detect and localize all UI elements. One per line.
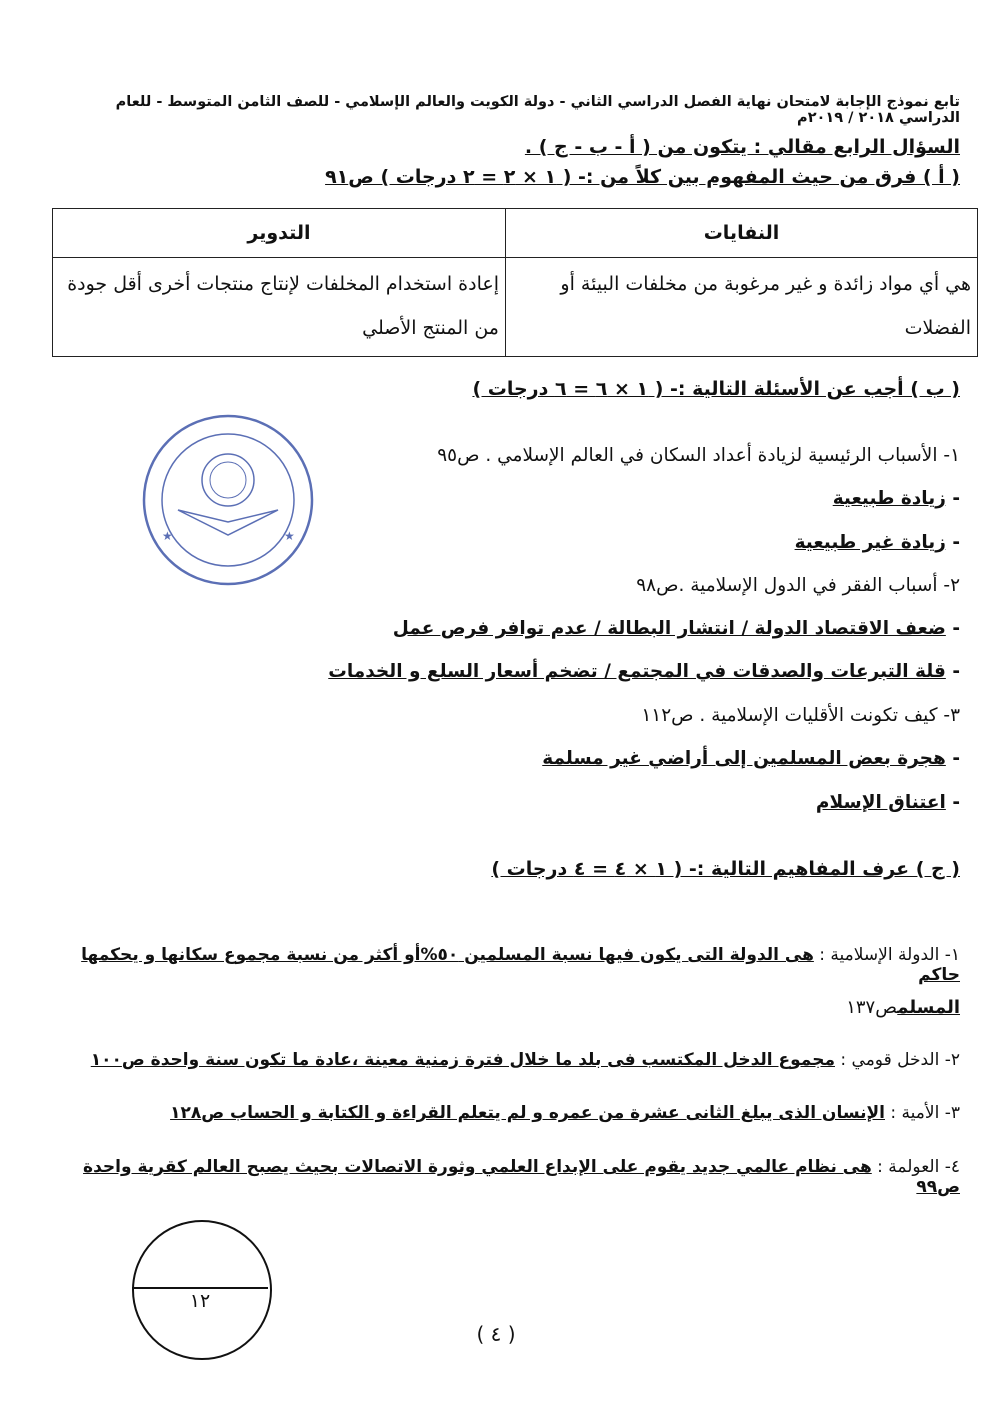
table-header-waste: النفايات xyxy=(506,209,978,258)
answer-1a xyxy=(60,488,960,509)
question-3: ٣- كيف تكونت الأقليات الإسلامية . ص١١٢ xyxy=(641,705,960,726)
definition-1 xyxy=(60,945,960,985)
definition-2-term: ٢- الدخل قومي : xyxy=(840,1050,960,1070)
definition-1-text-cont: المسلم xyxy=(897,997,960,1018)
score-divider xyxy=(132,1287,268,1289)
part-b-title: ( ب ) أجب عن الأسئلة التالية :- ( ١ × ٦ = ٦ درجات ) xyxy=(472,378,960,400)
answer-3a xyxy=(60,748,960,769)
answer-2a-text: ضعف الاقتصاد الدولة / انتشار البطالة / عدم توافر فرص عمل xyxy=(392,618,946,639)
score-value: ١٢ xyxy=(189,1290,211,1312)
definition-4-term: ٤- العولمة : xyxy=(877,1157,960,1177)
page-number: ( ٤ ) xyxy=(476,1322,516,1346)
comparison-table xyxy=(52,208,978,357)
part-c-title: ( ج ) عرف المفاهيم التالية :- ( ١ × ٤ = ٤ درجات ) xyxy=(491,858,960,880)
question-1: ١- الأسباب الرئيسية لزيادة أعداد السكان في العالم الإسلامي . ص٩٥ xyxy=(437,445,960,466)
svg-text:★: ★ xyxy=(284,529,295,543)
question-4-title: السؤال الرابع مقالي : يتكون من ( أ - ب - ج ) . xyxy=(524,136,960,158)
definition-1-term: ١- الدولة الإسلامية : xyxy=(819,945,960,965)
definition-2-text: مجموع الدخل المكتسب فى بلد ما خلال فترة زمنية معينة ،عادة ما تكون سنة واحدة ص١٠٠ xyxy=(90,1050,835,1070)
question-2: ٢- أسباب الفقر في الدول الإسلامية .ص٩٨ xyxy=(636,575,960,596)
answer-dash: - xyxy=(952,532,960,553)
answer-1b-text: زيادة غير طبيعية xyxy=(794,532,946,553)
definition-3 xyxy=(60,1103,960,1123)
table-header-recycling: التدوير xyxy=(53,209,506,258)
answer-dash: - xyxy=(952,661,960,682)
answer-3b xyxy=(60,792,960,813)
answer-3b-text: اعتناق الإسلام xyxy=(815,792,946,813)
definition-1-text: هى الدولة التى يكون فيها نسبة المسلمين ٥٠%أو أكثر من نسبة مجموع سكانها و يحكمها حاكم xyxy=(81,945,960,985)
answer-1b xyxy=(60,532,960,553)
answer-dash: - xyxy=(952,792,960,813)
definition-3-text: الإنسان الذى يبلغ الثانى عشرة من عمره و لم يتعلم القراءة و الكتابة و الحساب ص١٢٨ xyxy=(170,1103,885,1123)
answer-2b-text: قلة التبرعات والصدقات في المجتمع / تضخم أسعار السلع و الخدمات xyxy=(328,661,946,682)
page-header: تابع نموذج الإجابة لامتحان نهاية الفصل الدراسي الثاني - دولة الكويت والعالم الإسلامي - للصف الثامن المتوسط - للعام الدراسي ٢٠١٨ / ٢٠١٩م xyxy=(115,94,960,126)
answer-3a-text: هجرة بعض المسلمين إلى أراضي غير مسلمة xyxy=(542,748,946,769)
definition-4-text: هى نظام عالمي جديد يقوم على الإبداع العلمي وثورة الاتصالات بحيث يصبح العالم كقرية واحدة ص٩٩ xyxy=(83,1157,960,1197)
table-cell-waste: هي أي مواد زائدة و غير مرغوبة من مخلفات البيئة أو الفضلات xyxy=(506,258,978,357)
answer-dash: - xyxy=(952,618,960,639)
definition-3-term: ٣- الأمية : xyxy=(890,1103,960,1123)
table-cell-recycling: إعادة استخدام المخلفات لإنتاج منتجات أخرى أقل جودة من المنتج الأصلي xyxy=(53,258,506,357)
definition-1-cont xyxy=(60,997,960,1018)
part-a-title: ( أ ) فرق من حيث المفهوم بين كلاً من :- ( ١ × ٢ = ٢ درجات ) ص٩١ xyxy=(325,166,960,188)
answer-dash: - xyxy=(952,748,960,769)
answer-1a-text: زيادة طبيعية xyxy=(832,488,946,509)
definition-1-ref: ص١٣٧ xyxy=(846,997,898,1018)
answer-2a xyxy=(60,618,960,639)
definition-2 xyxy=(60,1050,960,1070)
answer-dash: - xyxy=(952,488,960,509)
answer-2b xyxy=(60,661,960,682)
definition-4 xyxy=(60,1157,960,1197)
svg-text:★: ★ xyxy=(162,529,173,543)
